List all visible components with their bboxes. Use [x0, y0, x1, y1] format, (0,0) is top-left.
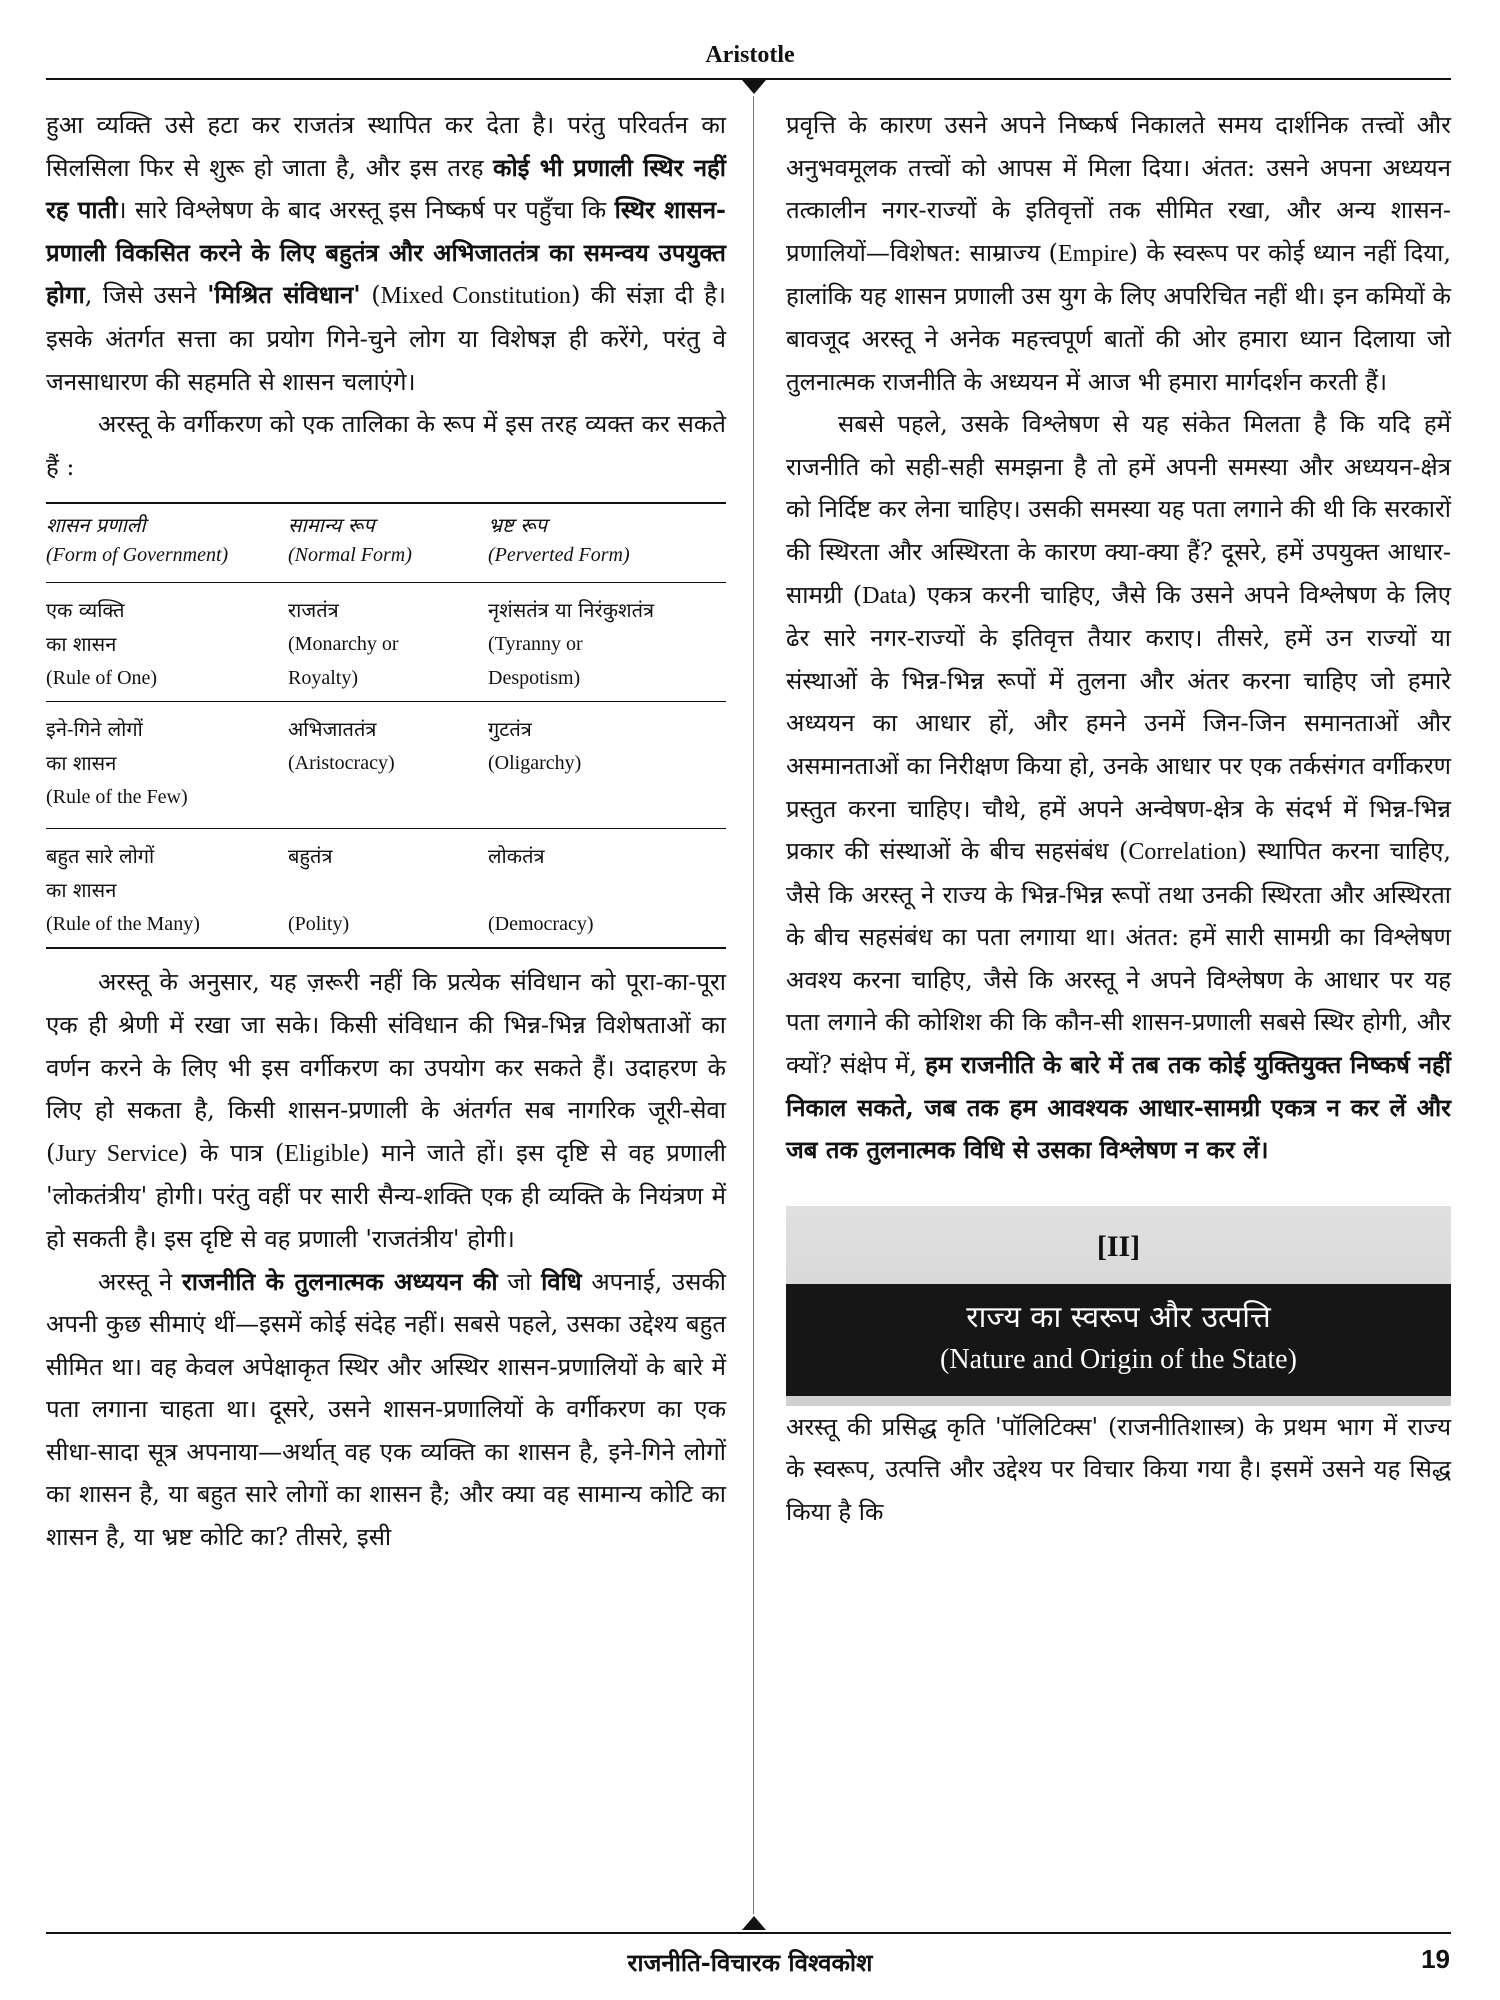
section-number: [II]	[1096, 1229, 1141, 1263]
footer-marker	[742, 1916, 766, 1930]
section-heading-box	[786, 1206, 1451, 1406]
paragraph: सबसे पहले, उसके विश्लेषण से यह संकेत मिलता है कि यदि हमें राजनीति को सही-सही समझना है तो हमें अपनी समस्या और अध्ययन-क्षेत्र को निर्दिष्ट कर लेना चाहिए। उसकी समस्या यह पता लगाने की थी कि सरकारों की स्थिरता और अस्थिरता के कारण क्या-क्या हैं? दूसरे, हमें उपयुक्त आधार-सामग्री (Data) एकत्र करनी चाहिए, जैसे कि उसने अपने विश्लेषण के लिए ढेर सारे नगर-राज्यों के इतिवृत्त तैयार कराए। तीसरे, हमें उन राज्यों या संस्थाओं के भिन्न-भिन्न रूपों में तुलना और अंतर करना चाहिए जो हमारे अध्ययन का आधार हों, और हमने उनमें जिन-जिन समानताओं और असमानताओं का निरीक्षण किया हो, उनके आधार पर एक तर्कसंगत वर्गीकरण प्रस्तुत करना चाहिए। चौथे, हमें अपने अन्वेषण-क्षेत्र के संदर्भ में भिन्न-भिन्न प्रकार की संस्थाओं के बीच सहसंबंध (Correlation) स्थापित करना चाहिए, जैसे कि अरस्तू ने राज्य के भिन्न-भिन्न रूपों तथा उनकी स्थिरता और अस्थिरता के बीच सहसंबंध का पता लगाया था। अंतत: हमें सारी सामग्री का विश्लेषण अवश्य करना चाहिए, जैसे कि अरस्तू ने अपने विश्लेषण के आधार पर यह पता लगाने की कोशिश की कि कौन-सी शासन-प्रणाली सबसे स्थिर होगी, और क्यों? संक्षेप में, हम राजनीति के बारे में तब तक कोई युक्तियुक्त निष्कर्ष नहीं निकाल सकते, जब तक हम आवश्यक आधार-सामग्री एकत्र न कर लें और जब तक तुलनात्मक विधि से उसका विश्लेषण न कर लें।	[786, 410, 1452, 1165]
table-row	[46, 702, 726, 829]
table-header: सामान्य रूप (Normal Form)	[288, 513, 412, 567]
paragraph: अरस्तू ने राजनीति के तुलनात्मक अध्ययन की जो विधि अपनाई, उसकी अपनी कुछ सीमाएं थीं—इसमें कोई संदेह नहीं। सबसे पहले, उसका उद्देश्य बहुत सीमित था। वह केवल अपेक्षाकृत स्थिर और अस्थिर शासन-प्रणालियों के बारे में पता लगाना चाहता था। दूसरे, उसने शासन-प्रणालियों के वर्गीकरण का एक सीधा-सादा सूत्र अपनाया—अर्थात् वह एक व्यक्ति का शासन है, इने-गिने लोगों का शासन है, या बहुत सारे लोगों का शासन है; और क्या वह सामान्य कोटि का शासन है, या भ्रष्ट कोटि का? तीसरे, इसी	[46, 1266, 727, 1552]
table-row	[46, 829, 726, 949]
left-column	[46, 104, 726, 1559]
table-cell: बहुतंत्र (Polity)	[288, 829, 488, 949]
header-marker	[742, 80, 766, 94]
table-header-row	[46, 503, 726, 583]
footer-rule	[46, 1932, 1451, 1934]
paragraph: प्रवृत्ति के कारण उसने अपने निष्कर्ष निकालते समय दार्शनिक तत्त्वों और अनुभवमूलक तत्त्वों को आपस में मिला दिया। अंतत: उसने अपना अध्ययन तत्कालीन नगर-राज्यों के इतिवृत्तों तक सीमित रखा, और अन्य शासन-प्रणालियों—विशेषत: साम्राज्य (Empire) के स्वरूप पर कोई ध्यान नहीं दिया, हालांकि यह शासन प्रणाली उस युग के लिए अपरिचित नहीं थी। इन कमियों के बावजूद अरस्तू ने अनेक महत्त्वपूर्ण बातों की ओर हमारा ध्यान दिलाया जो तुलनात्मक राजनीति के अध्ययन में आज भी हमारा मार्गदर्शन करती हैं।	[786, 111, 1451, 396]
paragraph: अरस्तू की प्रसिद्ध कृति 'पॉलिटिक्स' (राजनीतिशास्त्र) के प्रथम भाग में राज्य के स्वरूप, उत्पत्ति और उद्देश्य पर विचार किया गया है। इसमें उसने यह सिद्ध किया है कि	[786, 1412, 1451, 1527]
running-head: Aristotle	[705, 42, 795, 68]
table-cell: लोकतंत्र (Democracy)	[488, 829, 726, 949]
classification-table	[46, 502, 726, 949]
table-cell: राजतंत्र (Monarchy or Royalty)	[288, 583, 488, 702]
paragraph: अरस्तू के अनुसार, यह ज़रूरी नहीं कि प्रत्येक संविधान को पूरा-का-पूरा एक ही श्रेणी में रखा जा सके। किसी संविधान की भिन्न-भिन्न विशेषताओं का वर्णन करने के लिए भी इस वर्गीकरण का उपयोग कर सकते हैं। उदाहरण के लिए हो सकता है, किसी शासन-प्रणाली के अंतर्गत सब नागरिक जूरी-सेवा (Jury Service) के पात्र (Eligible) माने जाते हों। इस दृष्टि से वह प्रणाली 'लोकतंत्रीय' होगी। परंतु वहीं पर सारी सैन्य-शक्ति एक ही व्यक्ति के नियंत्रण में हो सकती है। इस दृष्टि से वह प्रणाली 'राजतंत्रीय' होगी।	[46, 968, 726, 1253]
column-divider	[753, 96, 754, 1914]
right-column	[786, 104, 1451, 1534]
book-title: राजनीति-विचारक विश्वकोश	[627, 1948, 873, 1977]
table-cell: गुटतंत्र (Oligarchy)	[488, 702, 726, 829]
table-cell: इने-गिने लोगों का शासन (Rule of the Few)	[46, 702, 288, 829]
table-header: भ्रष्ट रूप (Perverted Form)	[488, 513, 630, 567]
paragraph: हुआ व्यक्ति उसे हटा कर राजतंत्र स्थापित कर देता है। परंतु परिवर्तन का सिलसिला फिर से शुरू हो जाता है, और इस तरह कोई भी प्रणाली स्थिर नहीं रह पाती। सारे विश्लेषण के बाद अरस्तू इस निष्कर्ष पर पहुँचा कि स्थिर शासन-प्रणाली विकसित करने के लिए बहुतंत्र और अभिजाततंत्र का समन्वय उपयुक्त होगा, जिसे उसने 'मिश्रित संविधान' (Mixed Constitution) की संज्ञा दी है। इसके अंतर्गत सत्ता का प्रयोग गिने-चुने लोग या विशेषज्ञ ही करेंगे, परंतु वे जनसाधारण की सहमति से शासन चलाएंगे।	[46, 111, 726, 396]
section-title: राज्य का स्वरूप और उत्पत्ति	[966, 1299, 1271, 1335]
table-cell: अभिजाततंत्र (Aristocracy)	[288, 702, 488, 829]
table-cell: एक व्यक्ति का शासन (Rule of One)	[46, 583, 288, 702]
page-number: 19	[1421, 1944, 1450, 1974]
section-subtitle: (Nature and Origin of the State)	[940, 1343, 1297, 1375]
table-row	[46, 583, 726, 702]
section-title-band	[786, 1284, 1451, 1396]
table-cell: बहुत सारे लोगों का शासन (Rule of the Many)	[46, 829, 288, 949]
table-header: शासन प्रणाली (Form of Government)	[46, 513, 229, 567]
paragraph: अरस्तू के वर्गीकरण को एक तालिका के रूप में इस तरह व्यक्त कर सकते हैं :	[46, 410, 726, 481]
table-cell: नृशंसतंत्र या निरंकुशतंत्र (Tyranny or Despotism)	[488, 583, 726, 702]
